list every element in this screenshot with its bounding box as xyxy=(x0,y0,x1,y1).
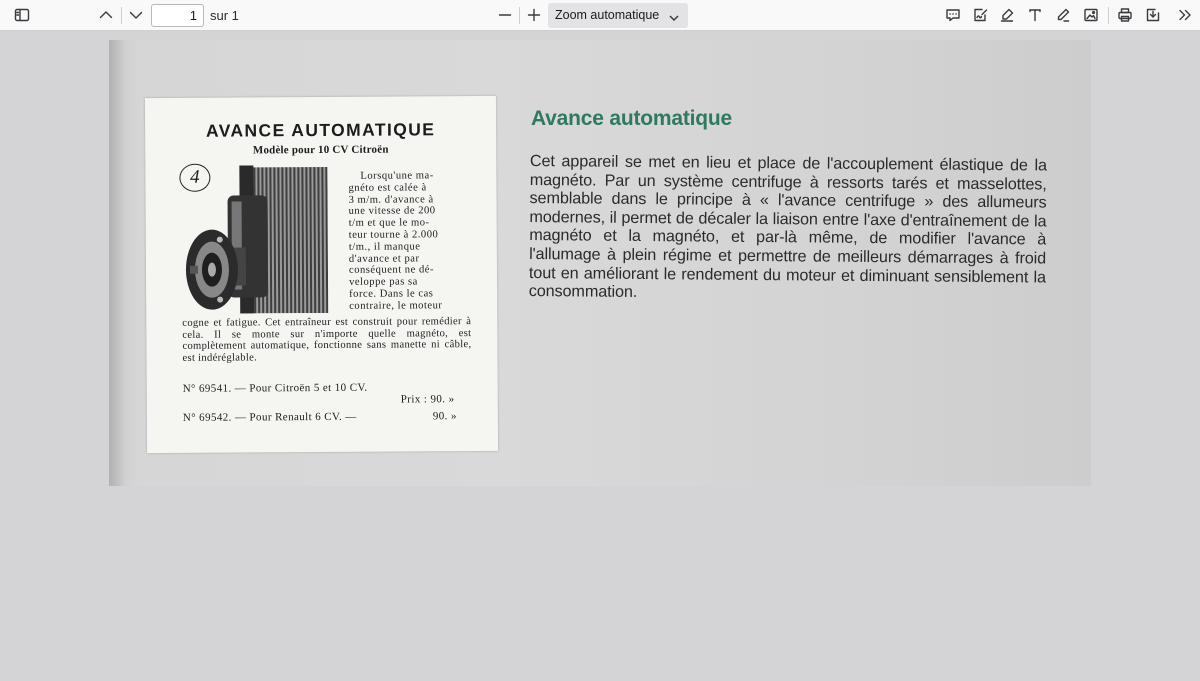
clipping-body: cogne et fatigue. Cet entraîneur est construit pour remédier à cela. Il se monte sur n'importe quelle magnéto, est complètement automatique, fonctionne sans manette ni câble, est indéréglable. xyxy=(182,316,472,364)
clipping-line: 3 m/m. d'avance à xyxy=(348,193,434,206)
article-body: Cet appareil se met en lieu et place de l'accouplement élastique de la magnéto. Par un système centrifuge à ressorts tarés et masselottes, semblable dans le principe à « l'avance centrifuge » des allumeurs modernes, il permet de décaler la liaison entre l'axe d'entraînement de la magnéto et la magnéto, et par-là même, de modifier l'avance à l'allumage à plein régime et permettre de meilleurs démarrages à froid tout en améliorant le rendement du moteur et diminuant sensiblement la consommation. xyxy=(528,152,1047,302)
print-icon[interactable] xyxy=(1113,3,1137,27)
highlight-icon[interactable] xyxy=(995,3,1019,27)
article-title: Avance automatique xyxy=(531,107,733,130)
clipping-line: Lorsqu'une ma- xyxy=(360,170,434,182)
next-page-icon[interactable] xyxy=(124,3,148,27)
previous-page-icon[interactable] xyxy=(94,3,118,27)
clipping-line: t/m., il manque xyxy=(348,241,421,253)
tools-icon[interactable] xyxy=(1173,3,1197,27)
clipping-line: conséquent ne dé- xyxy=(348,264,434,277)
zoom-out-icon[interactable] xyxy=(493,3,517,27)
pdf-page xyxy=(109,40,1091,486)
draw-icon[interactable] xyxy=(1051,3,1075,27)
clipping-line: une vitesse de 200 xyxy=(348,205,436,218)
clipping-item-69541: N° 69541. — Pour Citroën 5 et 10 CV. xyxy=(182,381,368,395)
signature-icon[interactable] xyxy=(968,3,992,27)
clipping-line: force. Dans le cas xyxy=(349,288,434,300)
page-number-input[interactable] xyxy=(151,4,204,27)
clipping-line: t/m et que le mo- xyxy=(348,217,430,230)
clipping-subtitle: Modèle pour 10 CV Citroën xyxy=(252,143,389,157)
chevron-down-icon xyxy=(669,11,679,19)
text-icon[interactable] xyxy=(1023,3,1047,27)
clipping-line: veloppe pas sa xyxy=(349,276,418,289)
toolbar-separator xyxy=(519,7,520,24)
clipping-text-column xyxy=(348,170,471,312)
clipping-number-badge: 4 xyxy=(179,164,210,192)
image-icon[interactable] xyxy=(1079,3,1103,27)
clipping-item-69542: N° 69542. — Pour Renault 6 CV. — xyxy=(182,410,357,424)
sidebar-toggle-icon[interactable] xyxy=(10,3,34,27)
zoom-in-icon[interactable] xyxy=(522,3,546,27)
clipping-line: d'avance et par xyxy=(348,252,420,265)
catalog-clipping xyxy=(145,96,498,453)
clipping-line: gnéto est calée à xyxy=(348,182,427,194)
clipping-title: AVANCE AUTOMATIQUE xyxy=(205,119,436,141)
zoom-select-value: Zoom automatique xyxy=(555,8,660,22)
clipping-item-69542-price: 90. » xyxy=(432,410,457,423)
zoom-select[interactable] xyxy=(548,3,688,28)
pdf-toolbar xyxy=(0,0,1200,31)
clipping-line: contraire, le moteur xyxy=(349,300,443,312)
clipping-line: teur tourne à 2.000 xyxy=(348,229,439,241)
save-icon[interactable] xyxy=(1141,3,1165,27)
toolbar-separator xyxy=(1108,7,1109,24)
page-total-label: sur 1 xyxy=(210,8,239,23)
toolbar-separator xyxy=(121,7,122,24)
comment-icon[interactable] xyxy=(941,3,965,27)
clipping-item-69541-price: Prix : 90. » xyxy=(400,393,455,406)
